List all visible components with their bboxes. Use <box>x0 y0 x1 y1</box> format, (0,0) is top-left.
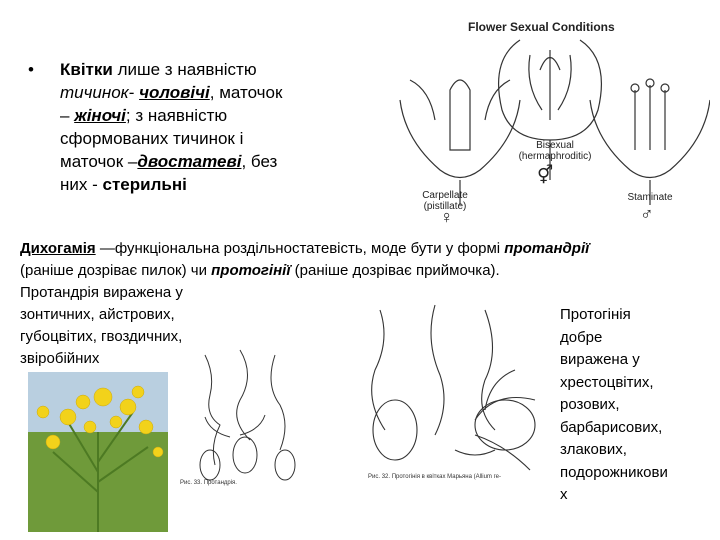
text: зонтичних, айстрових, <box>20 306 175 323</box>
female-symbol-icon: ♀ <box>440 207 454 227</box>
figure-title: Flower Sexual Conditions <box>468 20 615 34</box>
text: Carpellate <box>422 190 468 201</box>
term-sterylni: стерильні <box>102 175 187 194</box>
protogyny-caption: Рис. 32. Протогінія в квітках Марьяна (Allium ге- <box>368 474 501 480</box>
term-tychynok: тичинок <box>60 83 129 102</box>
text: (hermaphroditic) <box>518 151 592 162</box>
text: лише з наявністю <box>112 60 257 79</box>
text: ; з наявністю <box>125 106 228 125</box>
label-bisexual <box>505 140 605 162</box>
text: маточок – <box>60 152 138 171</box>
text: – <box>60 106 75 125</box>
text: —функціональна роздільностатевість, моде бути у формі <box>95 240 505 257</box>
term-dvostatevi: двостатеві <box>137 152 242 171</box>
text: (раніше дозріває пилок) чи <box>20 262 212 279</box>
text: Bisexual <box>536 140 574 151</box>
bullet-marker: • <box>28 60 34 79</box>
right-line: барбарисових, <box>560 418 663 436</box>
protogyny-list <box>560 304 668 507</box>
term-dykhohamiia: Дихогамія <box>20 240 96 257</box>
right-line: Протогінія <box>560 306 631 323</box>
text: , маточок <box>209 83 283 102</box>
right-line: х <box>560 486 568 503</box>
right-line: добре <box>560 328 603 346</box>
label-staminate: Staminate <box>627 192 673 203</box>
text: губоцвітих, гвоздичних, <box>20 328 183 345</box>
right-line: хрестоцвітих, <box>560 373 654 391</box>
bullet-paragraph <box>28 58 358 196</box>
text: них - <box>60 175 103 194</box>
hypericum-photo <box>28 372 168 532</box>
text: - <box>128 83 140 102</box>
term-cholovichi: чоловічі <box>139 83 210 102</box>
right-line: злакових, <box>560 441 627 458</box>
right-line: виражена у <box>560 351 640 368</box>
text: Протандрія виражена у <box>20 284 183 301</box>
male-symbol-icon: ♂ <box>640 204 654 224</box>
term-kvitky: Квітки <box>60 60 113 79</box>
right-line: розових, <box>560 396 620 413</box>
text: звіробійних <box>20 350 100 367</box>
term-protohinii: протогінії <box>211 262 291 279</box>
text: (раніше дозріває приймочка). <box>290 262 500 279</box>
protandry-caption: Рис. 33. Протандрія. <box>180 480 237 486</box>
text: (pistillate) <box>423 201 467 212</box>
protandry-drawing <box>185 345 315 485</box>
bisexual-symbol-icon: ⚥ <box>537 165 554 185</box>
term-zhinochi: жіночі <box>74 106 126 125</box>
text: сформованих тичинок і <box>60 129 244 148</box>
term-protandrii: протандрії <box>504 240 590 257</box>
text: , без <box>241 152 278 171</box>
right-line: подорожникови <box>560 463 668 481</box>
protogyny-drawing <box>355 300 560 480</box>
